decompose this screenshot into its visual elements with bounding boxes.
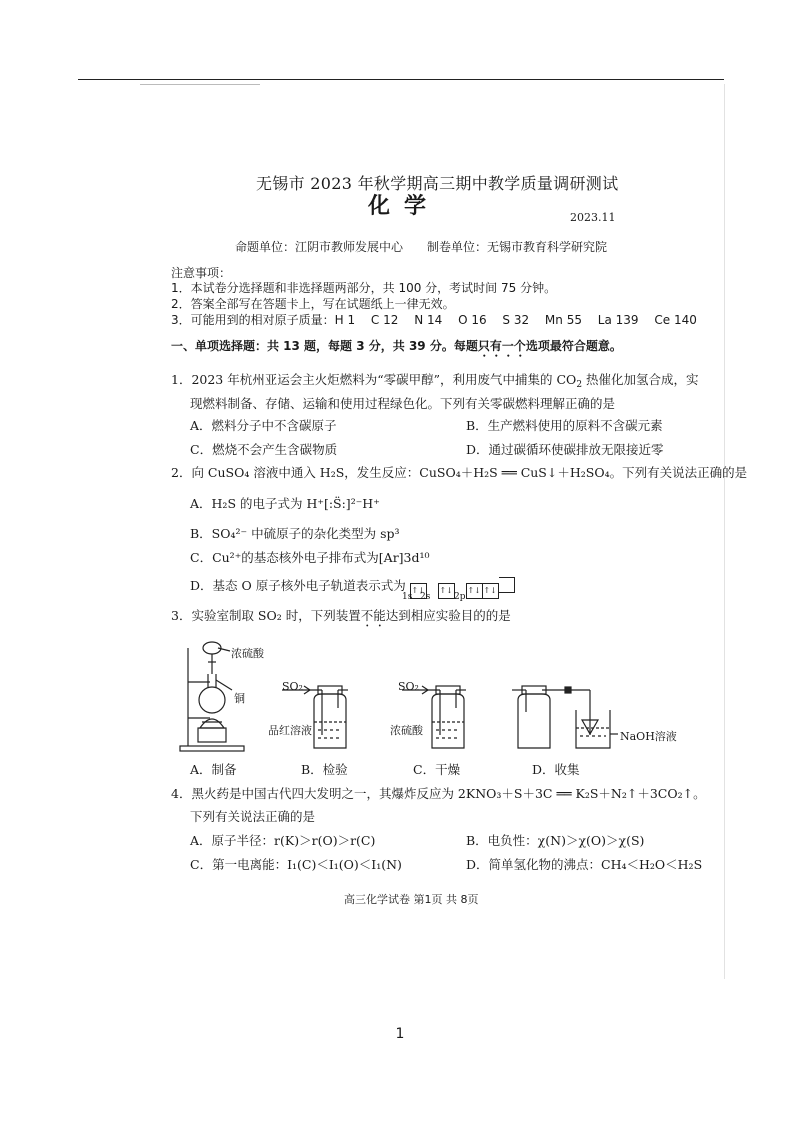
q1-stem-line2: 现燃料制备、存储、运输和使用过程绿色化。下列有关零碳燃料理解正确的是: [190, 396, 616, 411]
section-heading: 一、单项选择题：共 13 题，每题 3 分，共 39 分。每题只有一个选项最符合题意。: [171, 339, 622, 353]
q3-stem: 3．实验室制取 SO₂ 时，下列装置不能达到相应实验目的的是: [171, 608, 511, 623]
scan-edge: [724, 84, 725, 979]
orbital-1s: ↑↓: [410, 583, 427, 599]
orbital-2p: [499, 577, 515, 593]
notes-item: 1．本试卷分选择题和非选择题两部分，共 100 分，考试时间 75 分钟。: [171, 281, 557, 295]
label-copper: 铜: [234, 692, 245, 705]
q4-stem-line1: 4．黑火药是中国古代四大发明之一，其爆炸反应为 2KNO₃＋S＋3C ══ K₂S＋N₂↑＋3CO₂↑。: [171, 786, 706, 801]
q3-option-a: A．制备: [190, 762, 237, 777]
exam-subject: 化学: [368, 193, 441, 219]
notes-item: 2．答案全部写在答题卡上，写在试题纸上一律无效。: [171, 297, 455, 311]
q1-stem-line1: 1．2023 年杭州亚运会主火炬燃料为“零碳甲醇”，利用废气中捕集的 $CO_2$ 热催化加氢合成，实: [171, 372, 699, 390]
top-rule-faint: [140, 84, 260, 85]
q4-stem-line2: 下列有关说法正确的是: [190, 809, 316, 824]
q4-option-c: C．第一电离能：I₁(C)＜I₁(O)＜I₁(N): [190, 857, 402, 872]
top-rule: [78, 79, 724, 80]
label-so2-c: SO₂: [398, 680, 419, 693]
q4-option-a: A．原子半径：r(K)＞r(O)＞r(C): [190, 833, 376, 848]
label-naoh: NaOH溶液: [620, 730, 677, 743]
q1-option-a: A．燃料分子中不含碳原子: [190, 418, 337, 433]
q3-option-b: B．检验: [301, 762, 348, 777]
orbital-label-1s: 1s: [402, 592, 413, 602]
orbital-label-2s: 2s: [420, 592, 431, 602]
orbital-2p: ↑↓: [466, 583, 483, 599]
orbital-label-2p: 2p: [454, 592, 466, 602]
q2-option-c: C．Cu²⁺的基态核外电子排布式为[Ar]3d¹⁰: [190, 550, 430, 565]
q4-option-b: B．电负性：χ(N)＞χ(O)＞χ(S): [466, 833, 645, 848]
apparatus-d-collection: [512, 686, 618, 748]
q1-option-b: B．生产燃料使用的原料不含碳元素: [466, 418, 663, 433]
label-conc-acid: 浓硫酸: [231, 647, 264, 660]
label-conc-h2so4: 浓硫酸: [390, 724, 423, 737]
q1-option-d: D．通过碳循环使碳排放无限接近零: [466, 442, 664, 457]
q2-stem: 2．向 CuSO₄ 溶液中通入 H₂S，发生反应：CuSO₄＋H₂S ══ CuS↓＋H₂SO₄。下列有关说法正确的是: [171, 465, 748, 480]
q3-option-c: C．干燥: [413, 762, 461, 777]
q2-option-a: A．H₂S 的电子式为 H⁺[:S̈:]²⁻H⁺: [190, 496, 380, 511]
orbital-2p: ↑↓: [483, 583, 499, 599]
q2-option-d: D．基态 O 原子核外电子轨道表示式为 ↑↓ ↑↓ ↑↓ ↑↓: [190, 577, 515, 599]
notes-heading: 注意事项：: [171, 266, 232, 280]
notes-item: 3．可能用到的相对原子质量：H 1 C 12 N 14 O 16 S 32 Mn 55 La 139 Ce 140: [171, 313, 697, 327]
apparatus-b-wash-bottle: [282, 686, 348, 748]
page-footer: 高三化学试卷 第1页 共 8页: [344, 893, 479, 906]
apparatus-c-drying-bottle: [402, 686, 466, 748]
exam-title: 无锡市 2023 年秋学期高三期中教学质量调研测试: [256, 174, 619, 193]
exam-units: 命题单位：江阴市教师发展中心 制卷单位：无锡市教育科学研究院: [235, 240, 608, 254]
exam-date: 2023.11: [570, 211, 616, 224]
q3-option-d: D．收集: [532, 762, 580, 777]
label-pinhong: 品红溶液: [268, 724, 312, 737]
page-number: 1: [395, 1026, 405, 1042]
q1-option-c: C．燃烧不会产生含碳物质: [190, 442, 338, 457]
q4-option-d: D．简单氢化物的沸点：CH₄＜H₂O＜H₂S: [466, 857, 703, 872]
orbital-2s: ↑↓: [438, 583, 455, 599]
label-so2-b: SO₂: [282, 680, 303, 693]
q2-option-b: B．SO₄²⁻ 中硫原子的杂化类型为 sp³: [190, 526, 400, 541]
